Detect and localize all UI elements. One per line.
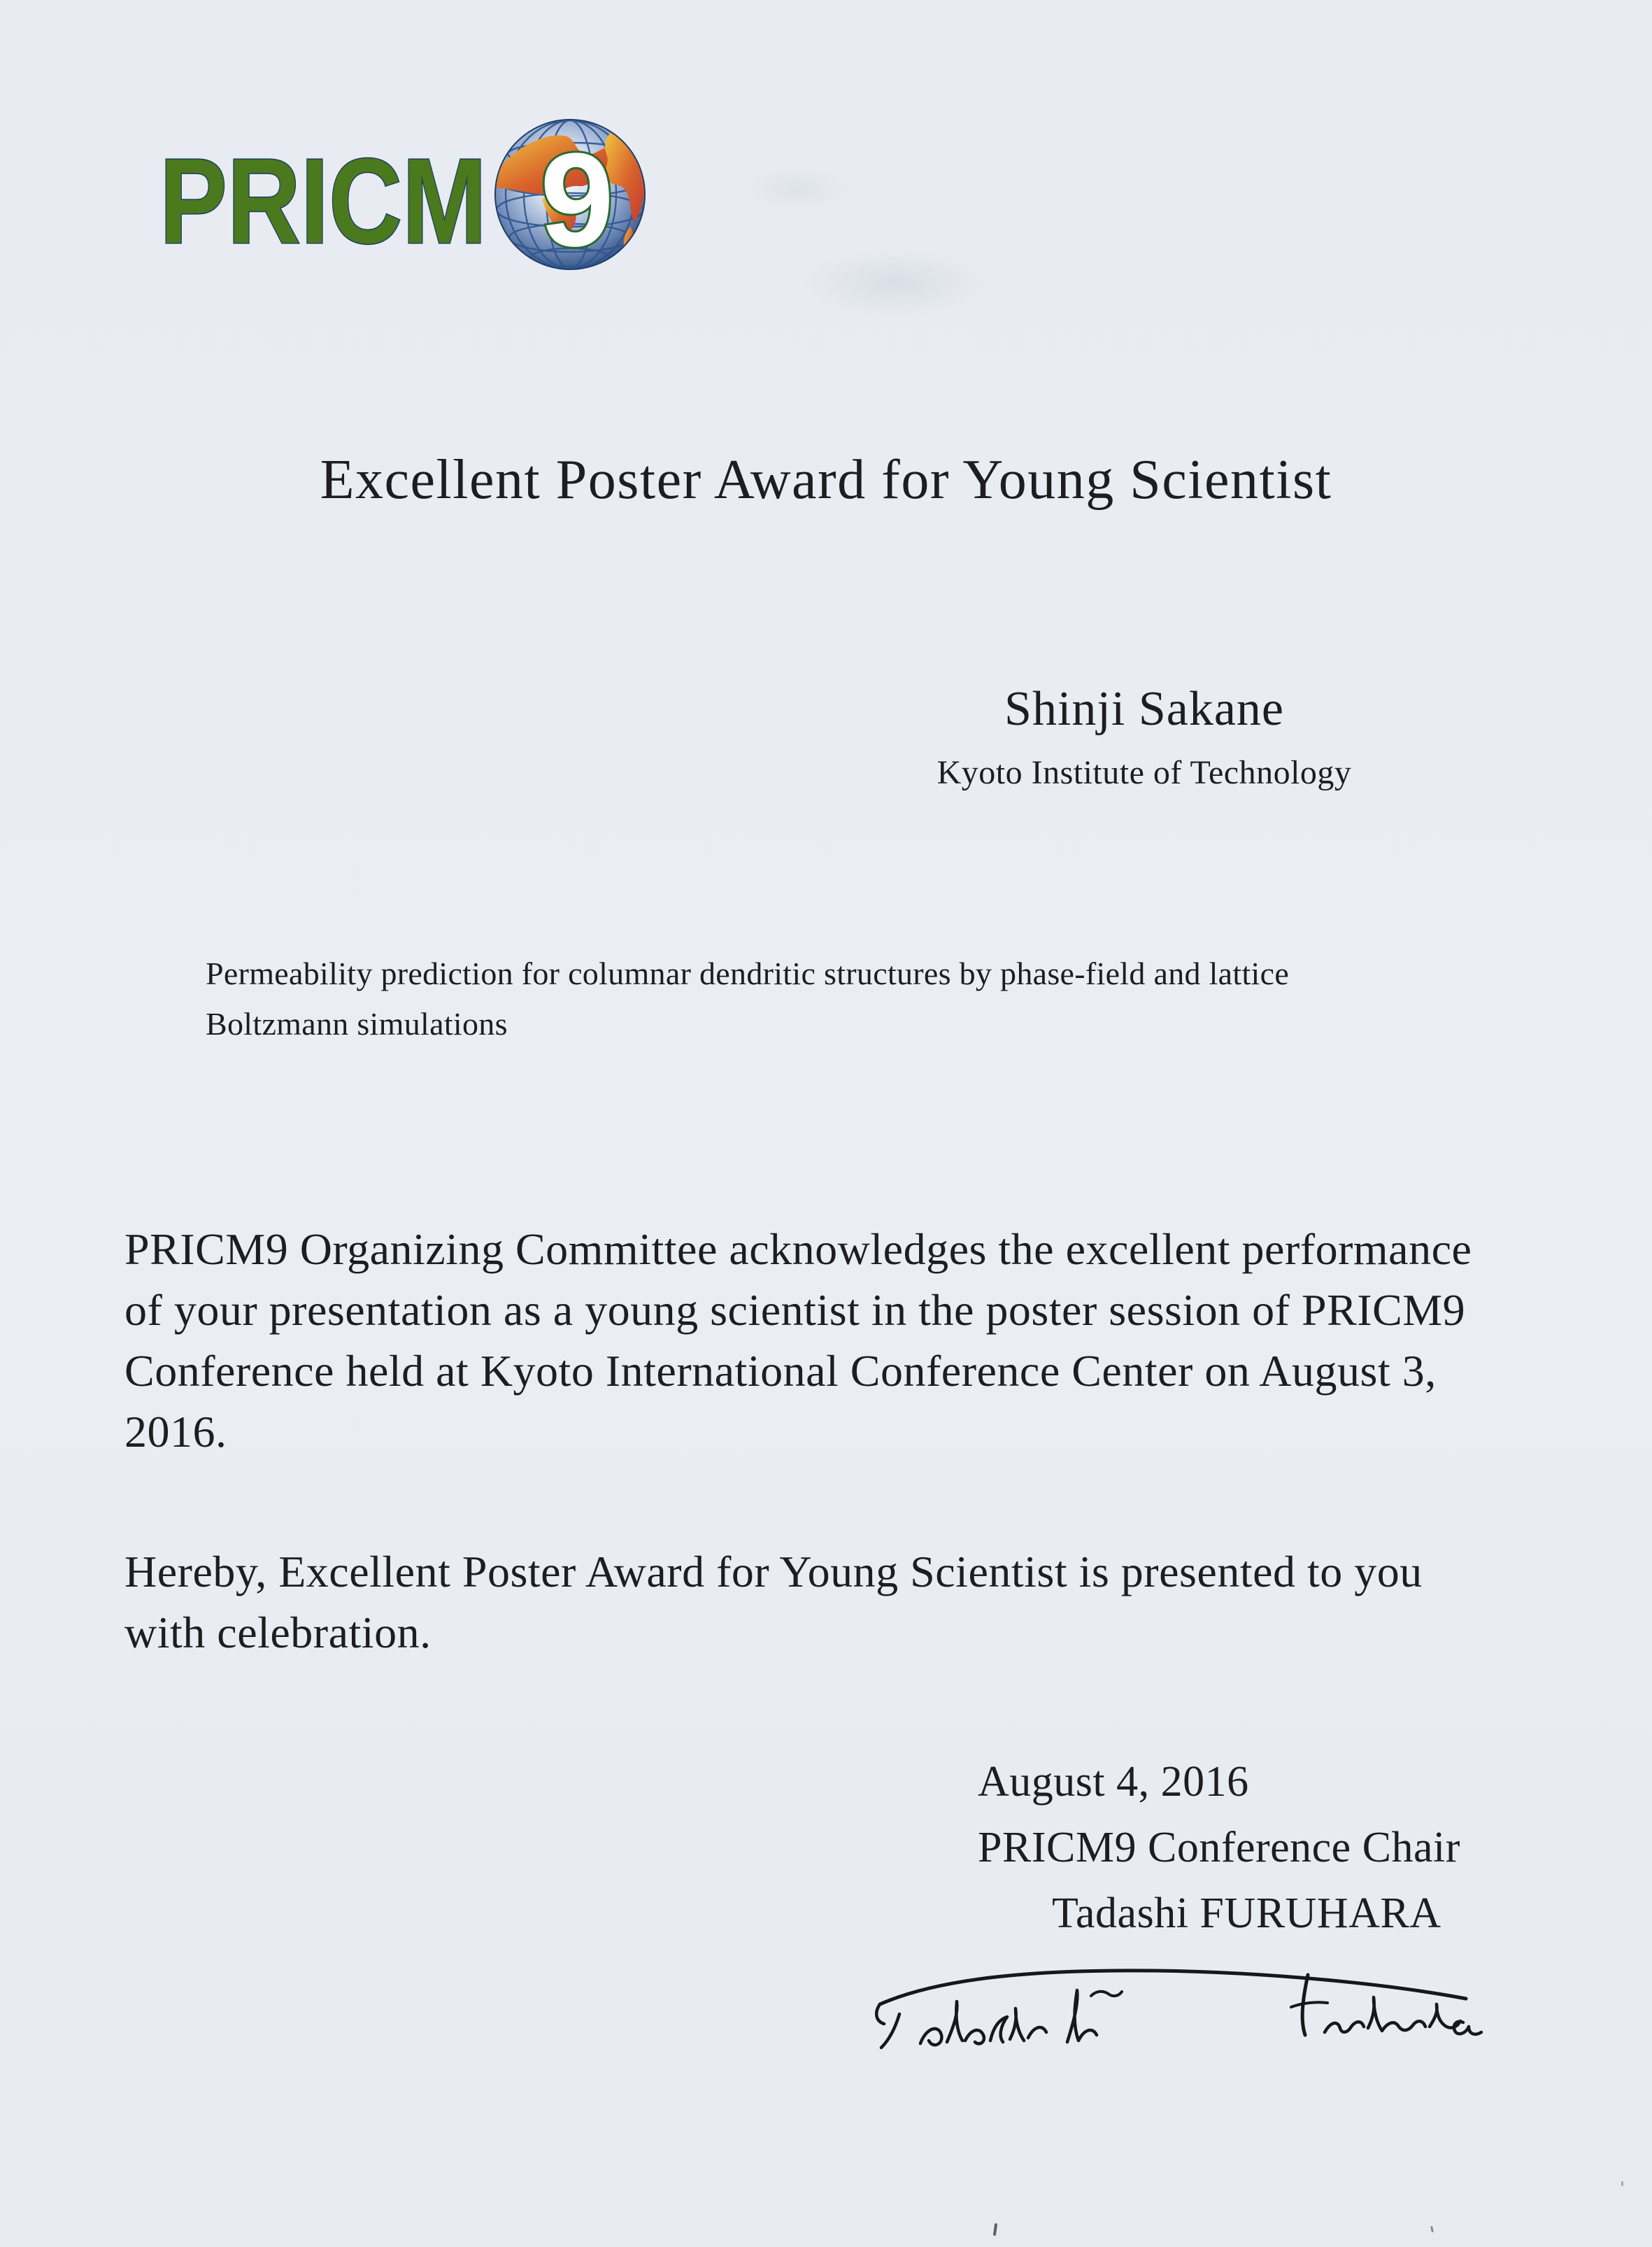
poster-title-line: Boltzmann simulations [206, 1006, 508, 1042]
recipient-name: Shinji Sakane [1004, 682, 1284, 736]
poster-title-line: Permeability prediction for columnar dendritic structures by phase-field and lattice [206, 956, 1290, 991]
pricm9-logo-graphic [143, 114, 650, 276]
poster-title [206, 949, 1289, 1049]
scan-speck [1430, 2226, 1434, 2232]
paragraph-line: PRICM9 Organizing Committee acknowledges the excellent performance [124, 1224, 1472, 1274]
body-paragraph-1 [124, 1219, 1472, 1462]
pricm9-logo [143, 114, 650, 276]
award-title: Excellent Poster Award for Young Scientist [320, 449, 1332, 511]
signature-image [860, 1955, 1490, 2060]
scan-speck [1621, 2181, 1623, 2186]
logo-number: 9 [540, 126, 614, 274]
paragraph-line: with celebration. [124, 1608, 432, 1657]
closing-date: August 4, 2016 [978, 1758, 1249, 1806]
paragraph-line: Hereby, Excellent Poster Award for Young Scientist is presented to you [124, 1547, 1423, 1596]
paragraph-line: 2016. [124, 1407, 227, 1456]
scan-smudge [741, 168, 853, 210]
body-paragraph-2 [124, 1541, 1423, 1663]
closing-signer: Tadashi FURUHARA [1052, 1890, 1441, 1937]
globe-icon [494, 120, 645, 274]
logo-wordmark: PRICM [159, 133, 487, 269]
scan-smudge [797, 248, 993, 318]
recipient-affiliation: Kyoto Institute of Technology [937, 754, 1352, 791]
paragraph-line: Conference held at Kyoto International Conference Center on August 3, [124, 1346, 1437, 1396]
closing-role: PRICM9 Conference Chair [978, 1824, 1460, 1871]
signature-strokes [860, 1955, 1490, 2060]
paragraph-line: of your presentation as a young scientist in the poster session of PRICM9 [124, 1285, 1466, 1335]
scan-speck [993, 2223, 997, 2236]
closing-block [978, 1749, 1460, 1946]
